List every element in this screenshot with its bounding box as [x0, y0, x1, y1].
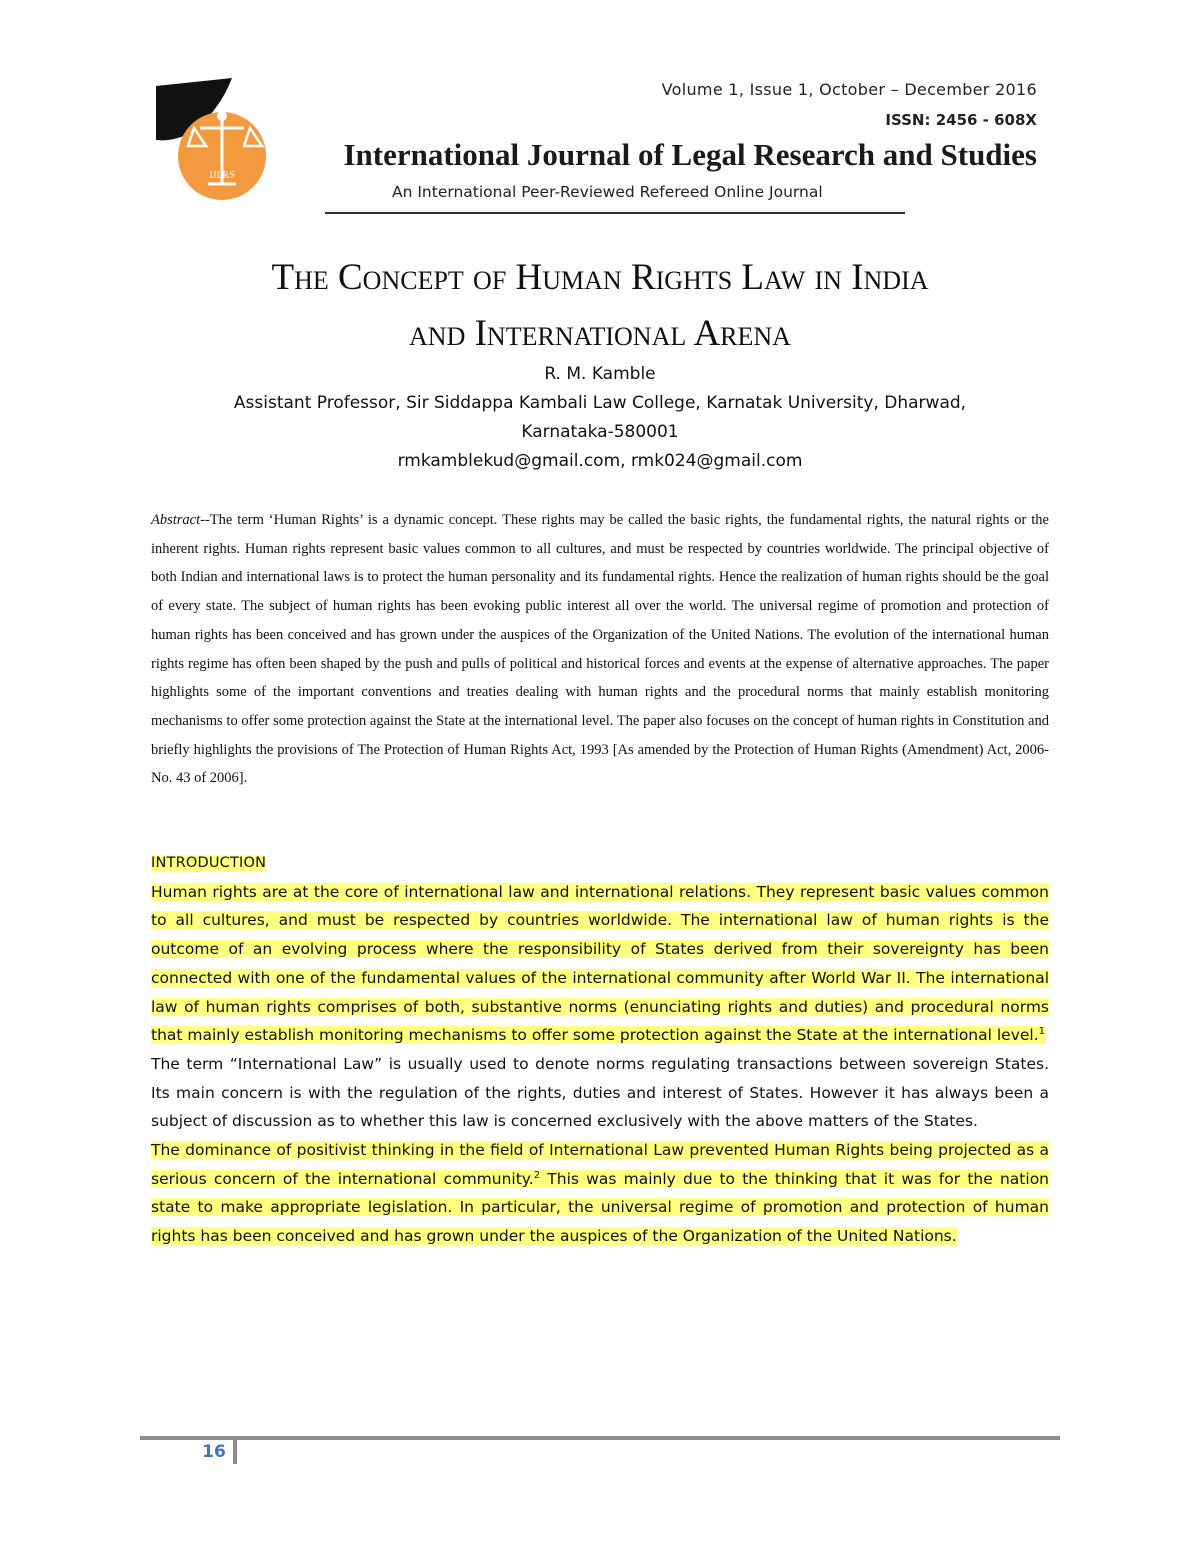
footer-rule — [140, 1436, 1060, 1440]
footnote-ref-1[interactable]: 1 — [1038, 1026, 1046, 1038]
author-name: R. M. Kamble — [544, 364, 656, 384]
paragraph-1-text: Human rights are at the core of international law and international relations. They represent basic values common to all cultures, and must be respected by countries worldwide. The international law of human rights is the outcome of an evolving process where the responsibility of States derived from their sovereignty has been connected with one of the fundamental values of the international community after World War II. The international law of human rights comprises of both, substantive norms (enunciating rights and duties) and procedural norms that mainly establish monitoring mechanisms to offer some protection against the State at the international level. — [151, 882, 1049, 1045]
author-block — [150, 360, 1050, 476]
paragraph-3-text-a: The dominance of positivist thinking in the field of International Law prevented Human Rights being projected as a serious concern of the international community. — [151, 1141, 1049, 1188]
body-section — [151, 848, 1049, 1251]
issn: ISSN: 2456 - 608X — [885, 111, 1037, 129]
abstract-text: --The term ‘Human Rights’ is a dynamic concept. These rights may be called the basic rights, the fundamental rights, the natural rights or the inherent rights. Human rights represent basic values common to all cultures, and must be respected by countries worldwide. The principal objective of both Indian and international laws is to protect the human personality and its fundamental rights. Hence the realization of human rights should be the goal of every state. The subject of human rights has been evoking public interest all over the world. The universal regime of promotion and protection of human rights has been conceived and has grown under the auspices of the Organization of the United Nations. The evolution of the international human rights regime has often been shaped by the push and pulls of political and historical forces and events at the expense of alternative approaches. The paper highlights some of the important conventions and treaties dealing with human rights and the procedural norms that mainly establish monitoring mechanisms to offer some protection against the State at the international level. The paper also focuses on the concept of human rights in Constitution and briefly highlights the provisions of The Protection of Human Rights Act, 1993 [As amended by the Protection of Human Rights (Amendment) Act, 2006-No. 43 of 2006]. — [151, 512, 1049, 787]
paragraph-1 — [151, 883, 1049, 1045]
journal-title: International Journal of Legal Research and Studies — [343, 137, 1037, 172]
paper-title — [120, 250, 1080, 362]
paragraph-2: The term “International Law” is usually used to denote norms regulating transactions between sovereign States. Its main concern is with the regulation of the rights, duties and interest of States. However it has always been a subject of discussion as to whether this law is concerned exclusively with the above matters of the States. — [151, 1054, 1049, 1131]
author-emails: rmkamblekud@gmail.com, rmk024@gmail.com — [397, 451, 803, 471]
section-heading: INTRODUCTION — [151, 855, 267, 871]
paragraph-3 — [151, 1141, 1049, 1245]
volume-info: Volume 1, Issue 1, October – December 2016 — [661, 80, 1037, 99]
paragraph-3-text-b: This was mainly due to the thinking that it was for the nation state to make appropriate legislation. In particular, the universal regime of promotion and protection of human rights has been conceived and has grown under the auspices of the Organization of the United Nations. — [151, 1169, 1049, 1246]
abstract-label: Abstract — [151, 512, 201, 528]
logo-text: IJLRS — [209, 170, 235, 181]
page-number: 16 — [202, 1442, 226, 1462]
journal-logo — [150, 76, 278, 204]
journal-subtitle: An International Peer-Reviewed Refereed Online Journal — [392, 183, 823, 201]
page-number-bar — [233, 1440, 237, 1464]
header-divider — [325, 212, 905, 214]
paper-title-line-1: The Concept of Human Rights Law in India — [271, 257, 929, 298]
abstract — [151, 506, 1049, 793]
author-address: Karnataka-580001 — [521, 422, 679, 442]
footnote-ref-2[interactable]: 2 — [533, 1169, 541, 1181]
author-affiliation: Assistant Professor, Sir Siddappa Kambali Law College, Karnatak University, Dharwad, — [233, 393, 967, 413]
paper-title-line-2: and International Arena — [409, 313, 791, 354]
